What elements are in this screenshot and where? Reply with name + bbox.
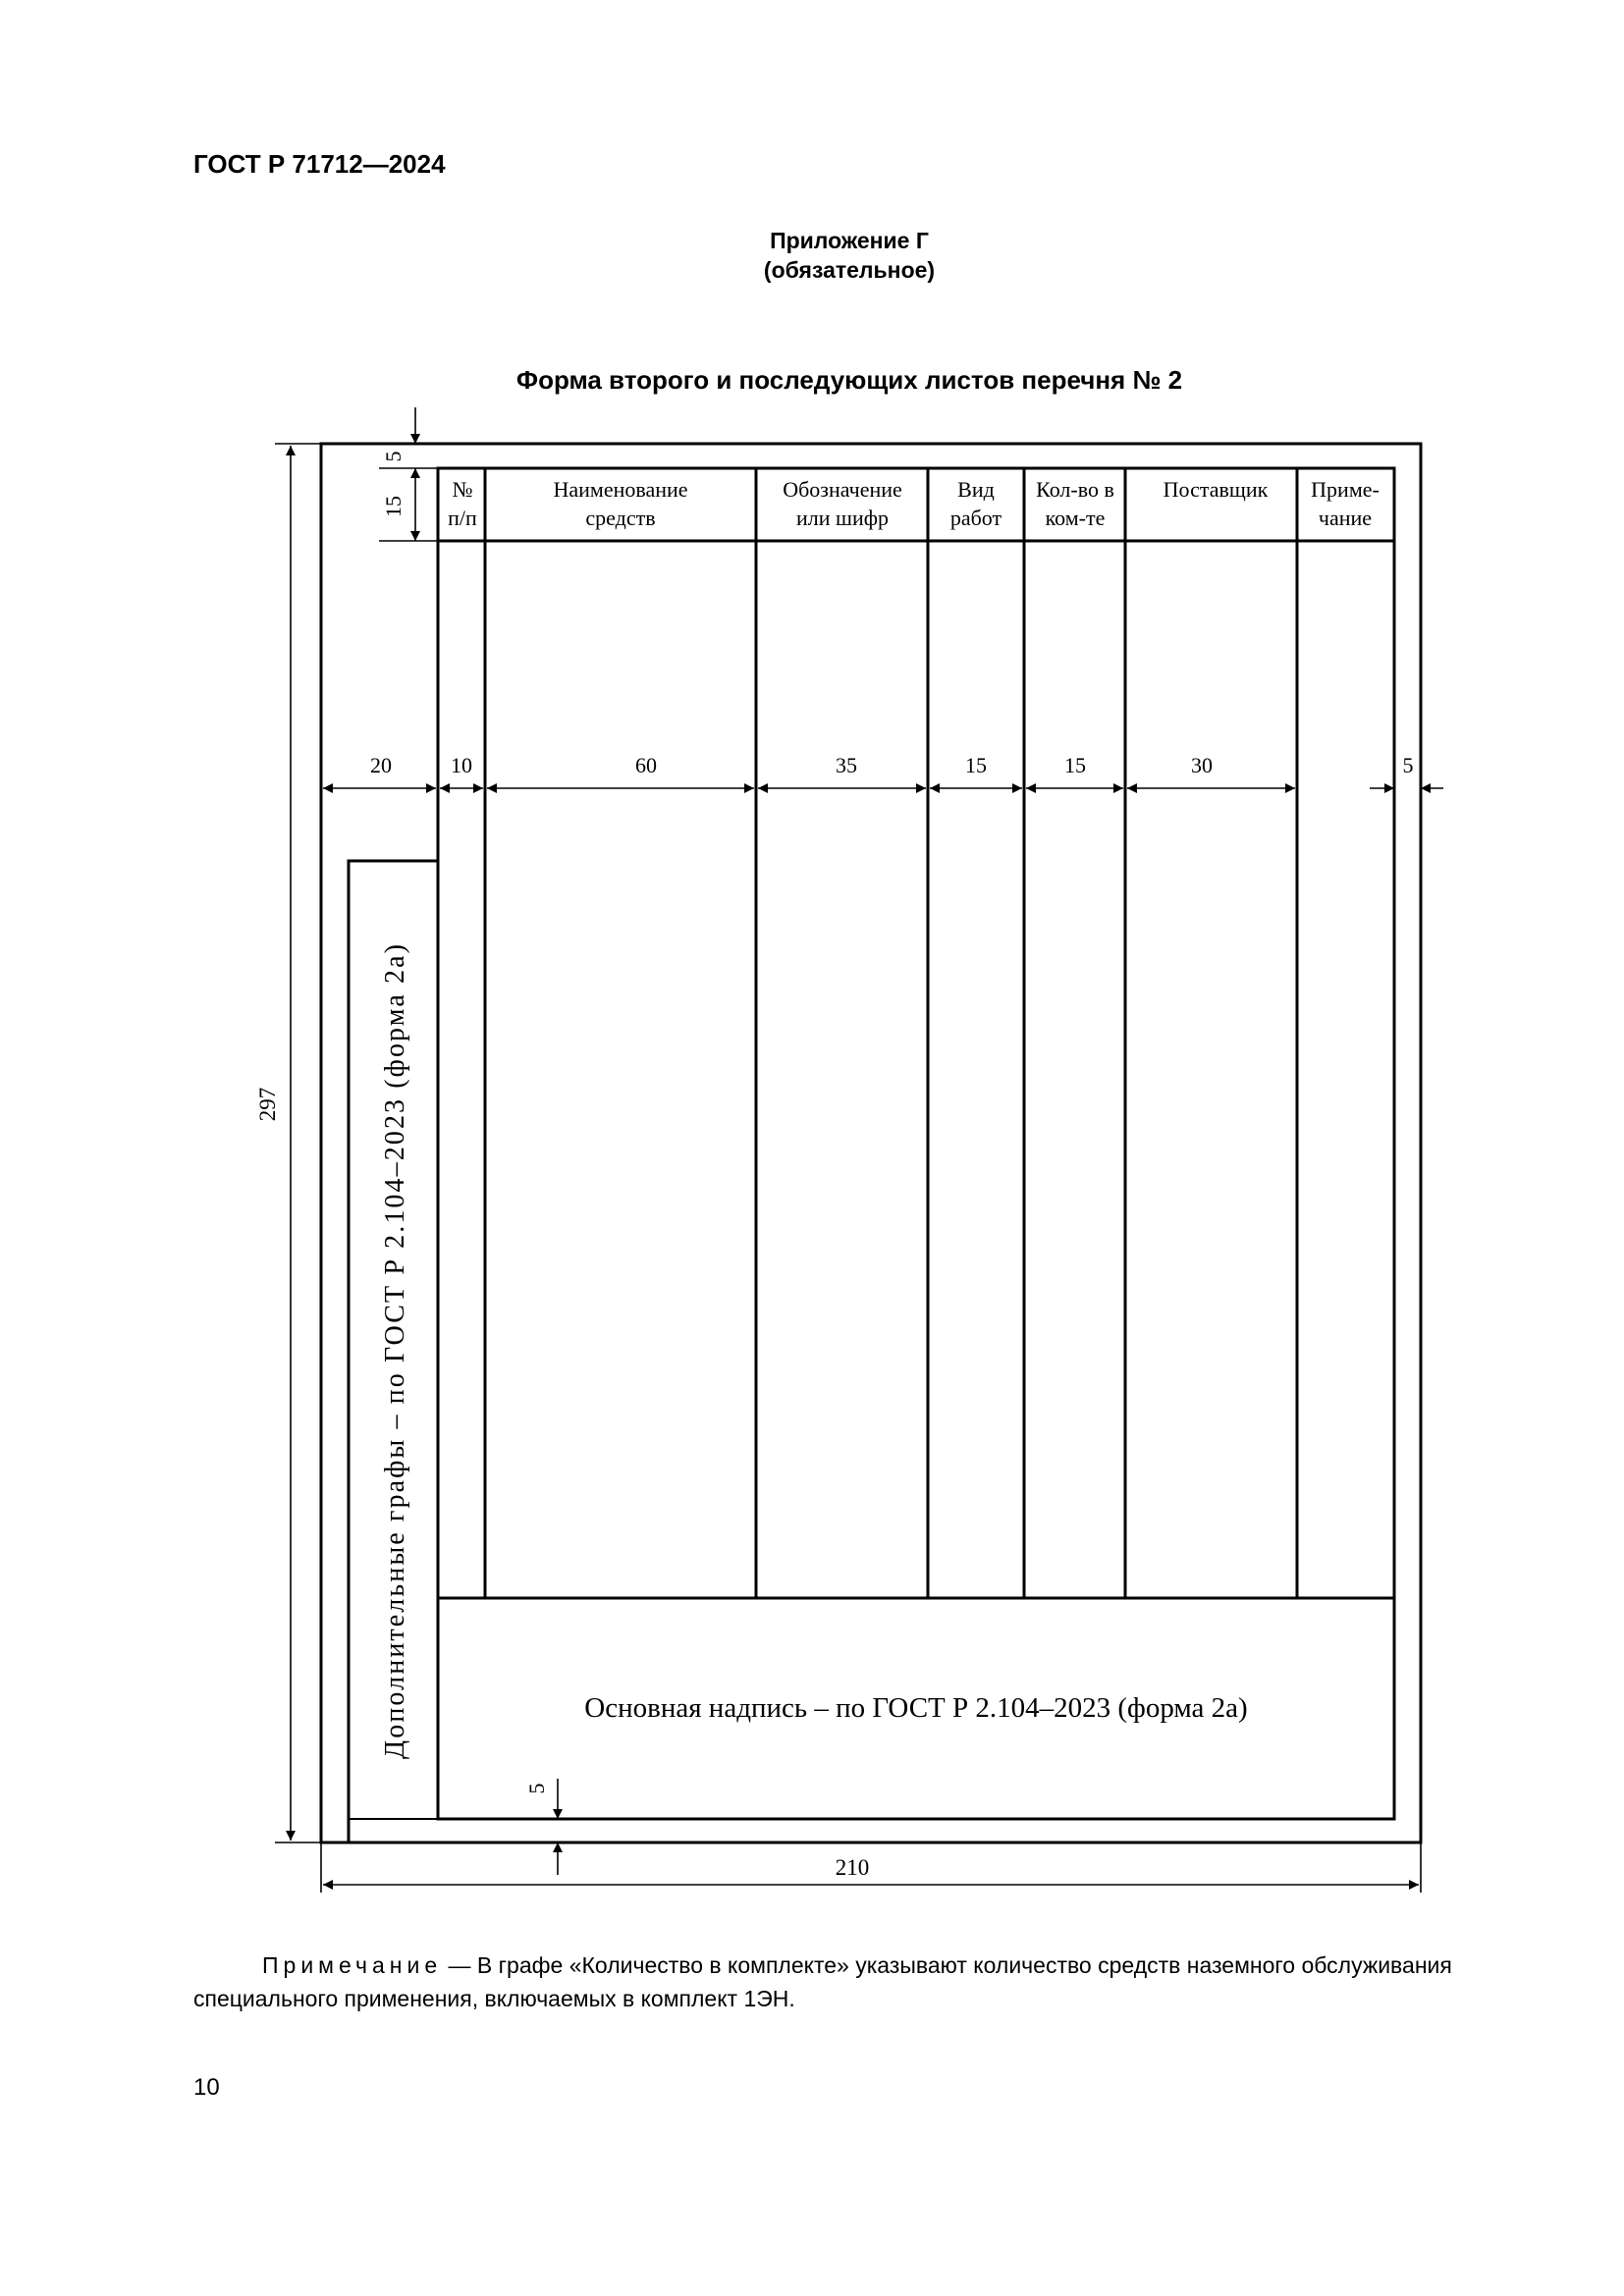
dim-bottom-margin: 5 — [524, 1783, 549, 1794]
dim-page-height: 297 — [255, 1087, 280, 1122]
document-code: ГОСТ Р 71712—2024 — [193, 149, 446, 179]
note-label: Примечание — [262, 1952, 443, 1978]
col-header-notes-2: чание — [1318, 506, 1373, 530]
dim-page-width: 210 — [835, 1855, 870, 1880]
title-block-label: Основная надпись – по ГОСТ Р 2.104–2023 (форма 2а) — [584, 1692, 1248, 1724]
form-title: Форма второго и последующих листов перечня № 2 — [515, 365, 1183, 395]
dim-top-margin: 5 — [381, 451, 406, 462]
horizontal-dimensions — [323, 775, 1443, 801]
appendix-title: Приложение Г — [770, 228, 929, 253]
dim-left-margin: 20 — [370, 753, 392, 777]
dim-header-row: 15 — [381, 496, 406, 517]
col-header-supplier-1: Поставщик — [1163, 477, 1269, 502]
col-header-qty-2: ком-те — [1045, 506, 1106, 530]
side-column-label: Дополнительные графы – по ГОСТ Р 2.104–2023 (форма 2а) — [380, 944, 410, 1759]
col-header-name-2: средств — [585, 506, 656, 530]
column-separators — [485, 468, 1297, 1598]
col-header-work-1: Вид — [957, 477, 995, 502]
top-dimensions — [379, 407, 438, 541]
width-dimension — [321, 1842, 1421, 1893]
col-header-work-2: работ — [949, 506, 1002, 530]
col-header-no-1: № — [452, 477, 473, 502]
col-header-designation-2: или шифр — [796, 506, 889, 530]
dim-col-designation: 35 — [836, 753, 857, 777]
col-header-no-2: п/п — [448, 506, 477, 530]
col-header-qty-1: Кол-во в — [1036, 477, 1114, 502]
page-number: 10 — [193, 2074, 220, 2101]
col-header-notes-1: Приме- — [1311, 477, 1380, 502]
inner-frame — [438, 468, 1394, 1819]
dim-right-margin: 5 — [1402, 753, 1414, 777]
dim-col-name: 60 — [635, 753, 657, 777]
dim-col-supplier: 30 — [1191, 753, 1213, 777]
col-header-designation-1: Обозначение — [783, 477, 902, 502]
height-dimension — [275, 444, 321, 1842]
footnote — [193, 1949, 1514, 2015]
col-header-name-1: Наименование — [553, 477, 688, 502]
dim-col-no: 10 — [451, 753, 472, 777]
note-text: — В графе «Количество в комплекте» указывают количество средств наземного обслуживания специального применения, включаемых в комплект 1ЭН. — [193, 1952, 1452, 2011]
dim-col-work: 15 — [965, 753, 987, 777]
appendix-status: (обязательное) — [763, 257, 936, 283]
dim-col-qty: 15 — [1064, 753, 1086, 777]
